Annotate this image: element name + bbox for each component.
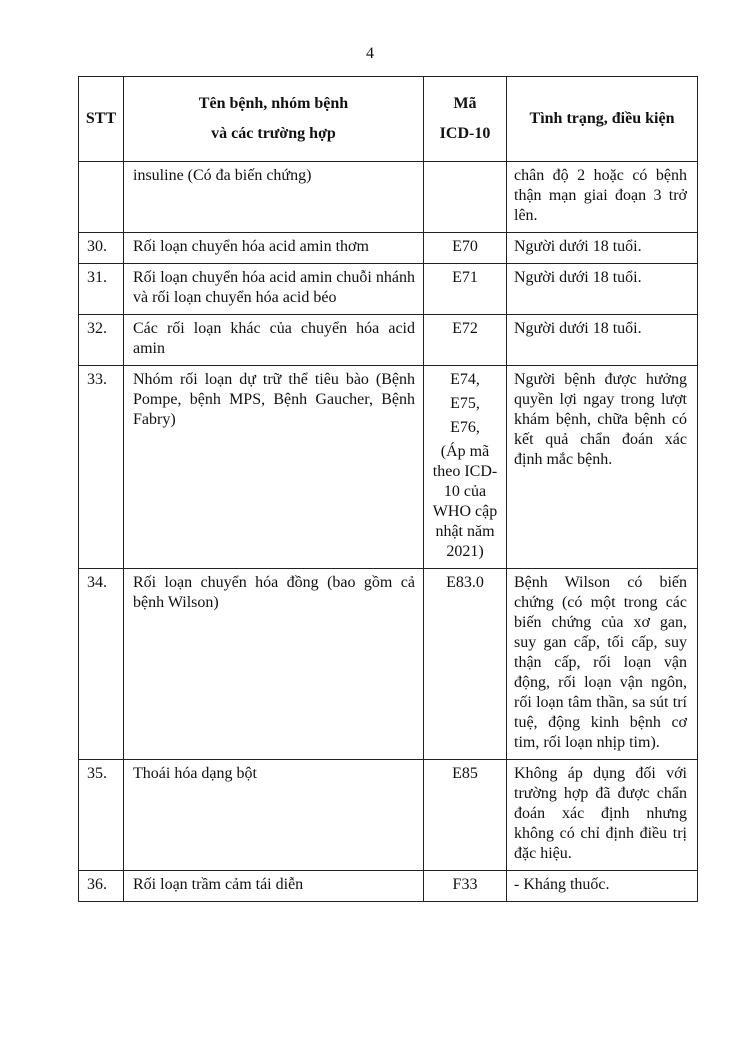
cell-stt: 32.: [79, 315, 124, 366]
cell-disease-name: Các rối loạn khác của chuyển hóa acid amin: [124, 315, 424, 366]
header-condition: Tình trạng, điều kiện: [507, 77, 698, 162]
cell-condition: Bệnh Wilson có biến chứng (có một trong các biến chứng của xơ gan, suy gan cấp, tối cấp, suy thận cấp, rối loạn vận động, rối loạn vận ngôn, rối loạn tâm thần, sa sút trí tuệ, động kinh bệnh cơ tim, rối loạn nhịp tim).: [507, 569, 698, 760]
header-code-line-2: ICD-10: [439, 125, 491, 142]
cell-disease-name: Nhóm rối loạn dự trữ thể tiêu bào (Bệnh Pompe, bệnh MPS, Bệnh Gaucher, Bệnh Fabry): [124, 366, 424, 569]
cell-disease-name: Rối loạn chuyển hóa đồng (bao gồm cả bệnh Wilson): [124, 569, 424, 760]
cell-stt: 30.: [79, 233, 124, 264]
cell-condition: Người bệnh được hưởng quyền lợi ngay trong lượt khám bệnh, chữa bệnh có kết quả chẩn đoán xác định mắc bệnh.: [507, 366, 698, 569]
header-name-line-2: và các trường hợp: [211, 125, 336, 142]
cell-icd-code: F33: [424, 871, 507, 902]
cell-stt: 35.: [79, 760, 124, 871]
table-row: [79, 366, 698, 569]
cell-stt: 34.: [79, 569, 124, 760]
cell-icd-code: E83.0: [424, 569, 507, 760]
cell-condition: chân độ 2 hoặc có bệnh thận mạn giai đoạn 3 trở lên.: [507, 162, 698, 233]
cell-icd-code: E72: [424, 315, 507, 366]
cell-icd-code: [424, 162, 507, 233]
table-row: [79, 233, 698, 264]
cell-icd-code: E70: [424, 233, 507, 264]
header-icd-code: [424, 77, 507, 162]
cell-stt: 33.: [79, 366, 124, 569]
table-row: [79, 871, 698, 902]
icd-code-e74: E74,: [450, 371, 480, 388]
cell-icd-code: [424, 366, 507, 569]
cell-disease-name: Rối loạn chuyển hóa acid amin thơm: [124, 233, 424, 264]
page-number: 4: [366, 45, 374, 62]
cell-condition: Người dưới 18 tuổi.: [507, 315, 698, 366]
cell-stt: [79, 162, 124, 233]
table-row: [79, 264, 698, 315]
cell-condition: - Kháng thuốc.: [507, 871, 698, 902]
icd-code-e76: E76,: [450, 419, 480, 436]
icd-disease-table: [78, 76, 698, 902]
cell-condition: Người dưới 18 tuổi.: [507, 233, 698, 264]
cell-disease-name: Rối loạn trầm cảm tái diễn: [124, 871, 424, 902]
header-disease-name: [124, 77, 424, 162]
table-header-row: [79, 77, 698, 162]
header-name-line-1: Tên bệnh, nhóm bệnh: [198, 95, 349, 112]
table-row: [79, 760, 698, 871]
header-code-line-1: Mã: [453, 95, 477, 112]
icd-code-e75: E75,: [450, 395, 480, 412]
cell-icd-code: E71: [424, 264, 507, 315]
cell-icd-code: E85: [424, 760, 507, 871]
cell-disease-name: Thoái hóa dạng bột: [124, 760, 424, 871]
table-row-continuation: [79, 162, 698, 233]
icd-code-note: (Áp mã theo ICD-10 của WHO cập nhật năm 2021): [432, 443, 498, 560]
cell-condition: Không áp dụng đối với trường hợp đã được chẩn đoán xác định nhưng không có chỉ định điều trị đặc hiệu.: [507, 760, 698, 871]
header-stt: STT: [79, 77, 124, 162]
table-row: [79, 569, 698, 760]
cell-disease-name: Rối loạn chuyển hóa acid amin chuỗi nhánh và rối loạn chuyển hóa acid béo: [124, 264, 424, 315]
cell-disease-name: insuline (Có đa biến chứng): [124, 162, 424, 233]
cell-stt: 36.: [79, 871, 124, 902]
cell-stt: 31.: [79, 264, 124, 315]
cell-condition: Người dưới 18 tuổi.: [507, 264, 698, 315]
table-row: [79, 315, 698, 366]
